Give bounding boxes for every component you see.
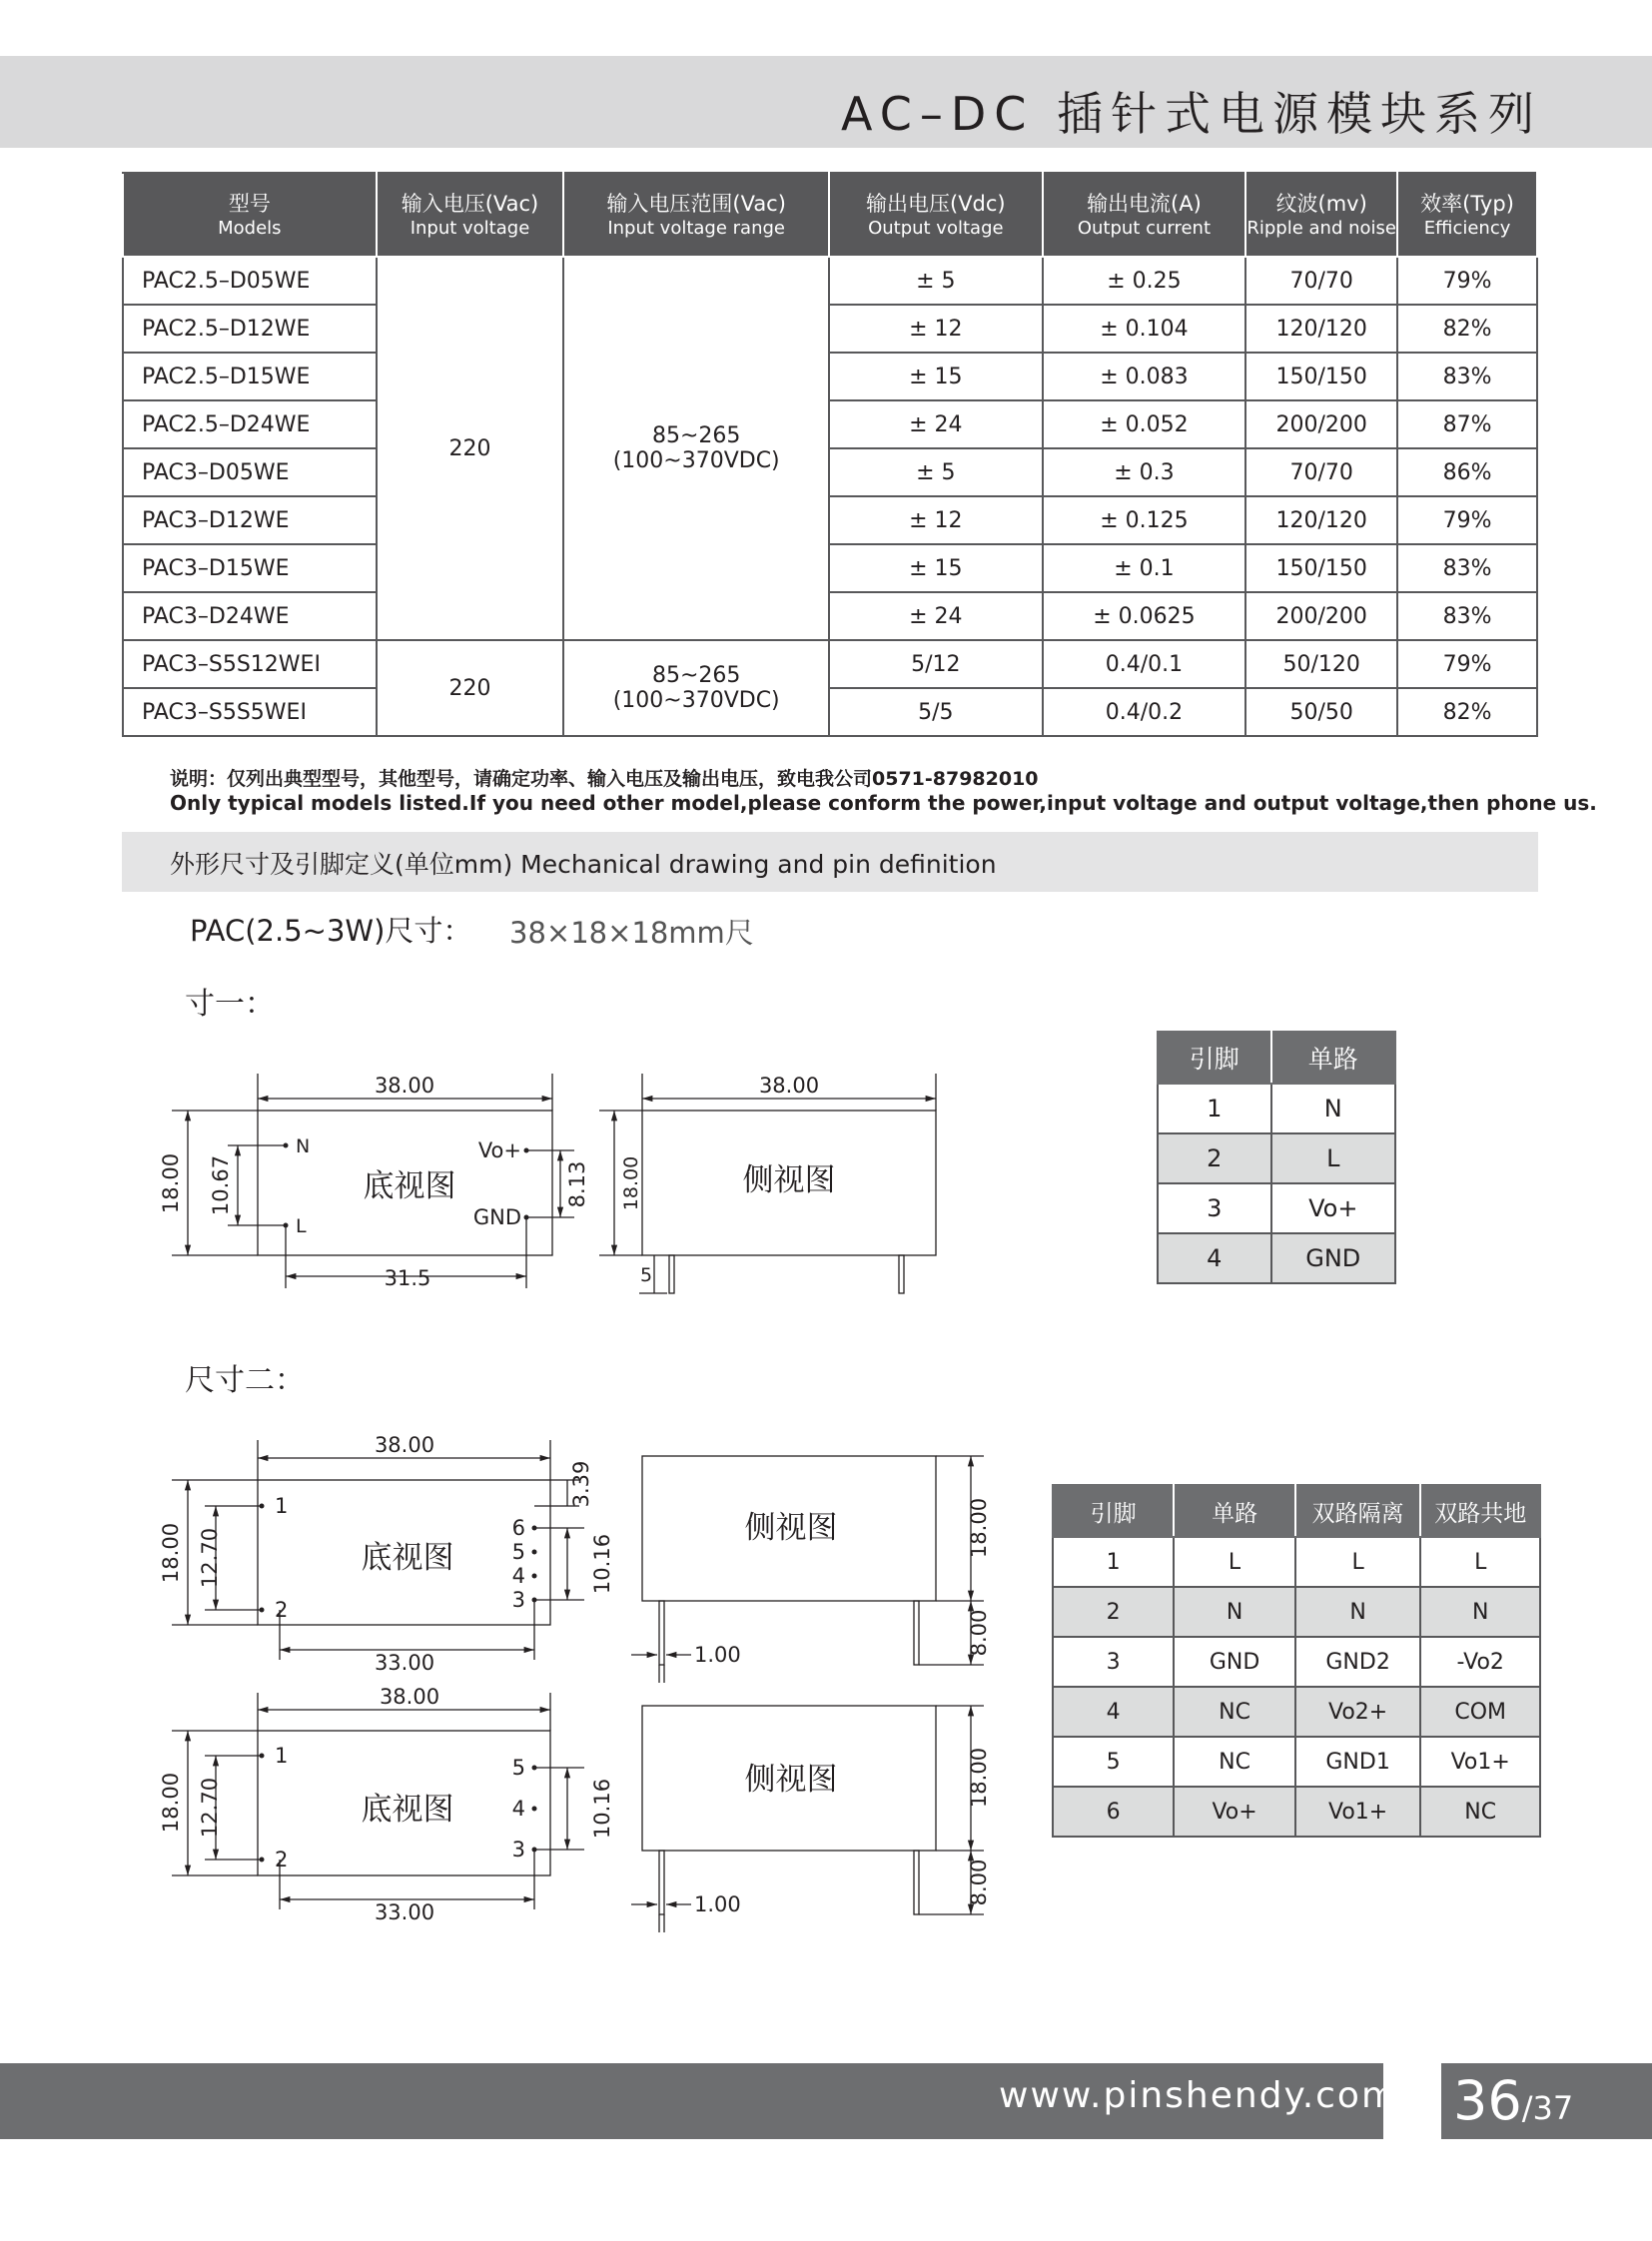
pin-dot bbox=[260, 1754, 265, 1759]
dim1-out-span: 8.13 bbox=[565, 1160, 589, 1208]
pin-dot bbox=[284, 1143, 289, 1148]
table-row: PAC2.5–D12WE ± 12 ± 0.104 120/120 82% bbox=[123, 305, 1537, 353]
pin-dot bbox=[260, 1858, 265, 1863]
page-number: 36/37 bbox=[1453, 2069, 1574, 2132]
dim1-pin-len: 5 bbox=[639, 1264, 653, 1286]
dim2a-width: 38.00 bbox=[374, 1433, 435, 1457]
dim2a-side-height: 18.00 bbox=[967, 1497, 991, 1559]
dim2b-pin-3: 3 bbox=[511, 1838, 525, 1862]
pin-dot bbox=[284, 1223, 289, 1228]
dim2a-pin-2: 2 bbox=[275, 1598, 289, 1622]
header-ripple: 纹波(mv) Ripple and noise bbox=[1245, 173, 1397, 257]
dim2a-pin-4: 4 bbox=[511, 1564, 525, 1588]
dim2b-out-span: 10.16 bbox=[590, 1778, 614, 1840]
dim2b-height: 18.00 bbox=[159, 1772, 183, 1834]
dim2b-pin-width: 1.00 bbox=[694, 1892, 741, 1916]
header-output-voltage: 输出电压(Vdc) Output voltage bbox=[829, 173, 1043, 257]
dim2a-span: 12.70 bbox=[198, 1527, 222, 1589]
table-row: 4 NC Vo2+ COM bbox=[1053, 1687, 1540, 1737]
header-output-current: 输出电流(A) Output current bbox=[1043, 173, 1246, 257]
table-row: PAC2.5–D05WE 220 85~265 (100~370VDC) ± 5 ± 0.25 70/70 79% bbox=[123, 257, 1537, 305]
pin-dot bbox=[524, 1215, 529, 1220]
dim2b-pin-len: 8.00 bbox=[967, 1859, 991, 1906]
dim2b-pin-1: 1 bbox=[275, 1744, 289, 1768]
table-row: 3 Vo+ bbox=[1158, 1183, 1395, 1233]
dim2a-pin-5: 5 bbox=[511, 1540, 525, 1564]
input-range-group2: 85~265 (100~370VDC) bbox=[563, 640, 829, 736]
footer-url[interactable]: www.pinshendy.com bbox=[999, 2075, 1399, 2116]
dim1-width: 38.00 bbox=[374, 1074, 435, 1098]
note-en: Only typical models listed.If you need other model,please conform the power,input voltage and output voltage,then phone us. bbox=[170, 791, 1597, 815]
dim2a-pitch: 33.00 bbox=[374, 1651, 435, 1675]
dim2b-pin-5: 5 bbox=[511, 1756, 525, 1780]
dim2a-pin-6: 6 bbox=[511, 1516, 525, 1540]
pin-dot bbox=[532, 1526, 537, 1531]
dim2a-out-span: 10.16 bbox=[590, 1533, 614, 1595]
dim1-label: 寸一： bbox=[185, 987, 275, 1022]
table-row: 4 GND bbox=[1158, 1233, 1395, 1283]
header-input-voltage: 输入电压(Vac) Input voltage bbox=[377, 173, 564, 257]
pin-dot bbox=[532, 1807, 537, 1812]
pin-dot bbox=[260, 1608, 265, 1613]
pin-dot bbox=[532, 1598, 537, 1603]
table-row: PAC3–S5S12WEI 220 85~265 (100~370VDC) 5/12 0.4/0.1 50/120 79% bbox=[123, 640, 1537, 688]
dim2b-side-height: 18.00 bbox=[967, 1747, 991, 1809]
pin-dot bbox=[532, 1550, 537, 1555]
dim2a-top-offset: 3.39 bbox=[569, 1460, 593, 1508]
header-efficiency: 效率(Typ) Efficiency bbox=[1397, 173, 1537, 257]
input-range-group1: 85~265 (100~370VDC) bbox=[563, 257, 829, 640]
table-row: 1 N bbox=[1158, 1084, 1395, 1133]
dim2a-side-view-label: 侧视图 bbox=[744, 1510, 838, 1546]
pin-dot bbox=[260, 1504, 265, 1509]
dim2-label: 尺寸二： bbox=[185, 1363, 305, 1398]
table-row: PAC3–D12WE ± 12 ± 0.125 120/120 79% bbox=[123, 496, 1537, 544]
dim2b-span: 12.70 bbox=[198, 1777, 222, 1839]
pac-label: PAC(2.5~3W)尺寸： bbox=[190, 914, 472, 948]
dim2b-pitch: 33.00 bbox=[374, 1900, 435, 1924]
dim2b-pin-4: 4 bbox=[511, 1797, 525, 1821]
header-input-range: 输入电压范围(Vac) Input voltage range bbox=[563, 173, 829, 257]
note-cn: 说明：仅列出典型型号，其他型号，请确定功率、输入电压及输出电压，致电我公司0571-87982010 bbox=[170, 768, 1039, 790]
input-voltage-group1: 220 bbox=[377, 257, 564, 640]
dim1-pin-span: 10.67 bbox=[209, 1154, 233, 1216]
dim2a-height: 18.00 bbox=[159, 1522, 183, 1584]
table-row: PAC3–D15WE ± 15 ± 0.1 150/150 83% bbox=[123, 544, 1537, 592]
dim1-pitch: 31.5 bbox=[384, 1266, 431, 1290]
pin-table-1: 引脚 单路 1 N 2 L 3 Vo+ 4 GND bbox=[1157, 1031, 1396, 1284]
table-row: PAC3–D05WE ± 5 ± 0.3 70/70 86% bbox=[123, 448, 1537, 496]
dim1-height: 18.00 bbox=[159, 1152, 183, 1214]
table-row: PAC3–D24WE ± 24 ± 0.0625 200/200 83% bbox=[123, 592, 1537, 640]
dim2b-pin-2: 2 bbox=[275, 1848, 289, 1871]
table-row: 2 L bbox=[1158, 1133, 1395, 1183]
page-title: AC–DC 插针式电源模块系列 bbox=[841, 87, 1542, 141]
table-row: 6 Vo+ Vo1+ NC bbox=[1053, 1787, 1540, 1837]
dim1-side-view-label: 侧视图 bbox=[742, 1162, 836, 1198]
table-row: PAC3–S5S5WEI 5/5 0.4/0.2 50/50 82% bbox=[123, 688, 1537, 736]
table-row: 1 L L L bbox=[1053, 1537, 1540, 1587]
pin-dot bbox=[524, 1148, 529, 1153]
pin-dot bbox=[532, 1574, 537, 1579]
table-row: 2 N N N bbox=[1053, 1587, 1540, 1637]
table-row: 5 NC GND1 Vo1+ bbox=[1053, 1737, 1540, 1787]
table-row: PAC2.5–D24WE ± 24 ± 0.052 200/200 87% bbox=[123, 400, 1537, 448]
table-row: 3 GND GND2 -Vo2 bbox=[1053, 1637, 1540, 1687]
dim2a-pin-width: 1.00 bbox=[694, 1643, 741, 1667]
dim2b-bottom-view-label: 底视图 bbox=[361, 1792, 454, 1828]
section-title: 外形尺寸及引脚定义(单位mm) Mechanical drawing and pin definition bbox=[170, 850, 997, 879]
table-row: PAC2.5–D15WE ± 15 ± 0.083 150/150 83% bbox=[123, 353, 1537, 400]
pin-dot bbox=[532, 1848, 537, 1853]
dim2b-width: 38.00 bbox=[379, 1685, 440, 1709]
input-voltage-group2: 220 bbox=[377, 640, 564, 736]
dim2b-side-view-label: 侧视图 bbox=[744, 1762, 838, 1798]
dim1-pin-n: N bbox=[296, 1135, 311, 1157]
dim2a-bottom-view-label: 底视图 bbox=[361, 1540, 454, 1576]
pin-dot bbox=[532, 1766, 537, 1771]
dim2a-pin-len: 8.00 bbox=[967, 1609, 991, 1657]
dim1-pin-vo: Vo+ bbox=[477, 1138, 521, 1162]
pac-size: 38×18×18mm尺 bbox=[509, 916, 754, 950]
dim1-side-height: 18.00 bbox=[620, 1155, 642, 1211]
dim1-bottom-view-label: 底视图 bbox=[363, 1168, 456, 1204]
dim1-pin-l: L bbox=[296, 1215, 307, 1237]
header-models: 型号 Models bbox=[123, 173, 377, 257]
dim2a-pin-3: 3 bbox=[511, 1588, 525, 1612]
dim1-pin-gnd: GND bbox=[472, 1205, 521, 1229]
dim1-side-width: 38.00 bbox=[758, 1074, 820, 1098]
dim2a-pin-1: 1 bbox=[275, 1494, 289, 1518]
pin-table-2: 引脚 单路 双路隔离 双路共地 1 L L L 2 N N N 3 GND GND2 -Vo2 4 NC Vo2+ COM 5 NC GND1 Vo1+ 6 Vo+ Vo1+ NC bbox=[1052, 1484, 1541, 1838]
